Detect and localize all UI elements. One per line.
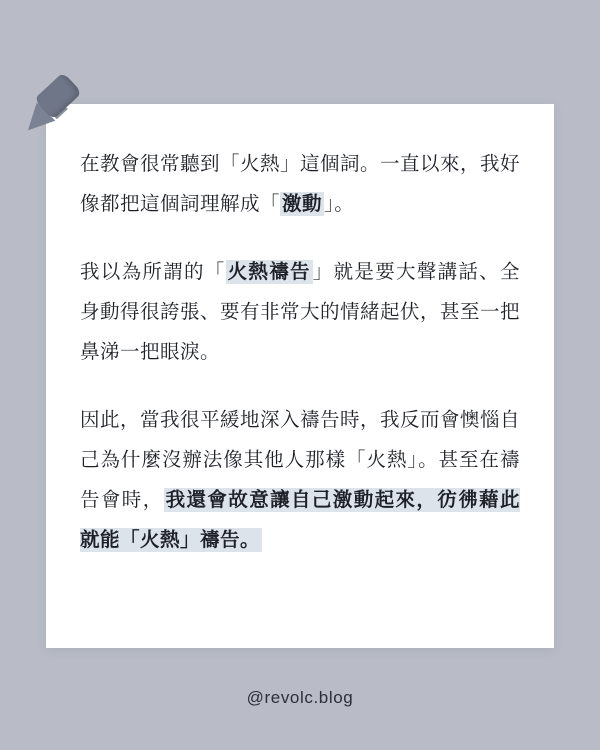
text-run: 我以為所謂的「 bbox=[80, 261, 226, 283]
pushpin-icon bbox=[22, 78, 88, 144]
text-run: 」就是要大聲講話、全身動得很誇張、要有非常大的情緒起伏，甚至一把鼻涕一把眼淚。 bbox=[80, 261, 521, 363]
footer-handle: @revolc.blog bbox=[246, 688, 354, 707]
paragraph-3 bbox=[80, 400, 520, 560]
paragraph-1 bbox=[80, 144, 520, 224]
note-card-content bbox=[46, 104, 554, 560]
highlighted-text: 火熱禱告 bbox=[227, 261, 311, 283]
highlighted-text: 激動 bbox=[282, 193, 323, 215]
text-run: 因此，當我很平緩地深入禱告時，我反而會懊惱自己為什麼沒辦法像其他人那樣「火熱」。甚至在禱告會時， bbox=[80, 409, 521, 511]
paragraph-2 bbox=[80, 252, 520, 372]
note-card bbox=[46, 104, 554, 648]
highlighted-text: 我還會故意讓自己激動起來，彷彿藉此就能「火熱」禱告。 bbox=[80, 489, 520, 551]
text-run: 」。 bbox=[324, 193, 355, 215]
text-run: 在教會很常聽到「火熱」這個詞。一直以來，我好像都把這個詞理解成「 bbox=[80, 153, 521, 215]
